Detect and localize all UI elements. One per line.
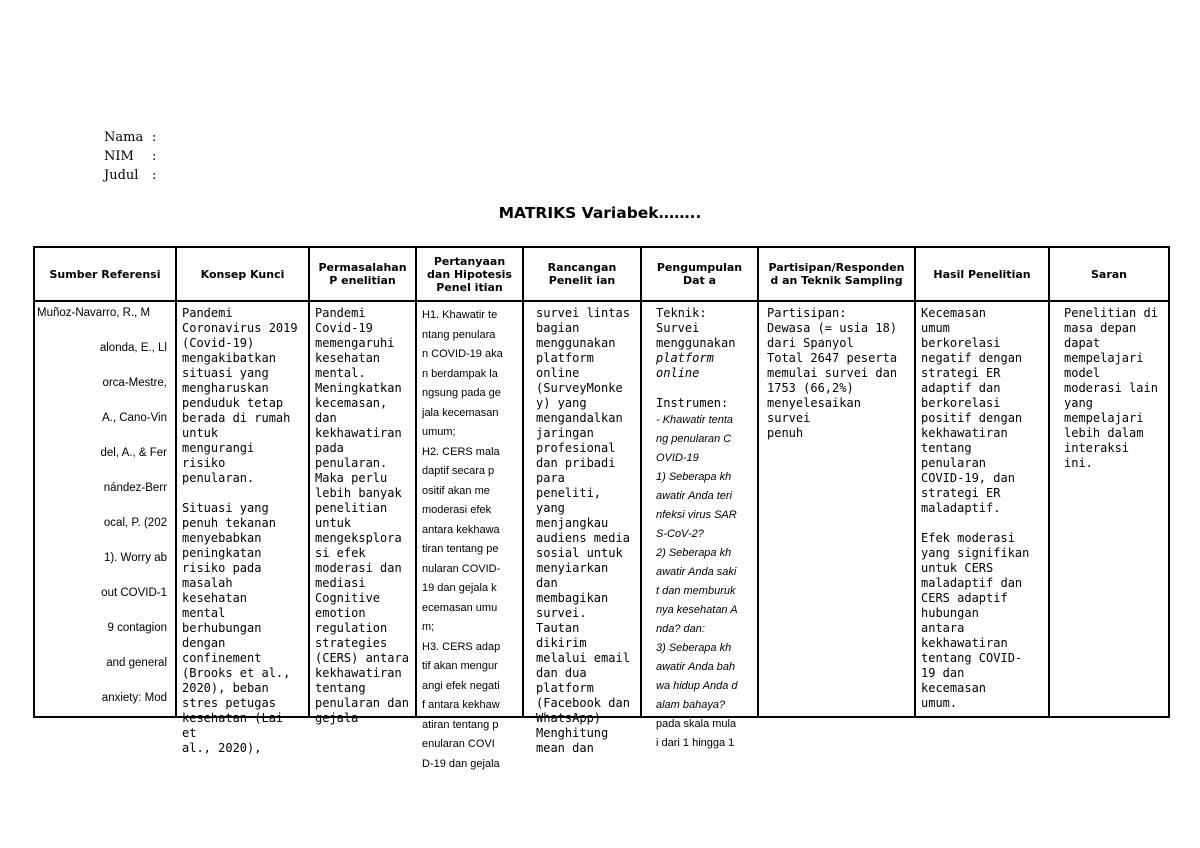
text-line: model	[1064, 366, 1101, 380]
text-line: dan	[315, 411, 337, 425]
text-line: jaringan	[536, 426, 594, 440]
text-line: angi efek negati	[422, 679, 500, 692]
text-line: menjangkau	[536, 516, 609, 530]
text-line: penuh tekanan	[182, 516, 276, 530]
text-line: nya kesehatan A	[656, 604, 738, 616]
text-line: memengaruhi	[315, 336, 395, 350]
table-row	[34, 301, 1169, 717]
text-line: online	[536, 366, 580, 380]
text-line: situasi yang	[182, 366, 269, 380]
text-line: gejala	[315, 711, 359, 725]
text-line: Efek moderasi	[921, 531, 1015, 545]
text-line: 19 dan gejala k	[422, 582, 497, 594]
header-hasil: Hasil Penelitian	[915, 247, 1049, 301]
text-line: lebih banyak	[315, 486, 402, 500]
matrix-table	[33, 246, 1170, 770]
text-line: Dewasa (= usia 18)	[767, 321, 898, 335]
ref-line: ocal, P. (202	[103, 517, 167, 529]
text-line: H1. Khawatir te	[422, 309, 498, 321]
text-line: berhubungan	[182, 621, 262, 635]
nama-colon: :	[152, 130, 157, 145]
text-line: online	[656, 366, 700, 380]
text-line: awatir Anda saki	[656, 566, 737, 578]
text-line: dan pribadi	[536, 456, 616, 470]
text-line: mempelajari	[1064, 351, 1144, 365]
text-line: Pandemi	[315, 306, 366, 320]
text-line: ositif akan me	[422, 484, 490, 497]
text-line: i dari 1 hingga 1	[656, 737, 735, 749]
permasalahan-text	[310, 302, 415, 725]
text-line: Kecemasan	[921, 306, 987, 320]
text-line: penularan.	[315, 456, 388, 470]
document-meta	[104, 128, 156, 185]
pengumpulan-instrumen-label: Instrumen:	[656, 396, 729, 410]
text-line: y) yang	[536, 396, 587, 410]
text-line: (CERS) antara	[315, 651, 409, 665]
text-line: Menghitung	[536, 726, 609, 740]
text-line: antara	[921, 621, 965, 635]
text-line: Maka perlu	[315, 471, 388, 485]
text-line: H2. CERS mala	[422, 445, 500, 458]
ref-line: anxiety: Mod	[101, 692, 167, 704]
text-line: mengeksplora	[315, 531, 402, 545]
hasil-text	[916, 302, 1048, 716]
text-line: wa hidup Anda d	[656, 680, 738, 692]
text-line: berkorelasi	[921, 336, 1001, 350]
text-line: daptif secara p	[422, 465, 495, 477]
text-line: risiko penularan.	[182, 456, 255, 485]
pengumpulan-tail	[656, 715, 753, 753]
text-line: 2) Seberapa kh	[656, 547, 732, 559]
header-pengumpulan-data: Pengumpulan Dat a	[641, 247, 758, 301]
text-line	[921, 516, 1044, 531]
text-line: mempelajari	[1064, 411, 1144, 425]
text-line: risiko pada	[182, 561, 262, 575]
text-line: ng penularan C	[656, 433, 732, 445]
text-line: moderasi dan	[315, 561, 402, 575]
text-line: moderasi efek	[422, 504, 492, 516]
ref-line: orca-Mestre,	[102, 377, 167, 389]
text-line: penularan	[921, 456, 987, 470]
nim-label: NIM	[104, 149, 134, 164]
ref-line: alonda, E., Ll	[99, 342, 167, 354]
text-line: ntang penulara	[422, 328, 496, 341]
cell-hipotesis	[416, 301, 523, 770]
text-line: negatif dengan	[921, 351, 1023, 365]
text-line: Tautan dikirim	[536, 621, 587, 650]
header-partisipan: Partisipan/Responden d an Teknik Sampling	[758, 247, 915, 301]
text-line: 3) Seberapa kh	[656, 642, 732, 654]
text-line: yang	[1064, 396, 1093, 410]
text-line: menggunakan	[536, 336, 616, 350]
text-line: si efek	[315, 546, 366, 560]
text-line: kekhawatiran	[921, 636, 1008, 650]
cell-partisipan	[758, 301, 915, 717]
text-line: maladaptif.	[921, 501, 1001, 515]
text-line: kecemasan,	[315, 396, 388, 410]
text-line: confinement	[182, 651, 262, 665]
text-line: tentang	[315, 681, 366, 695]
cell-hasil	[915, 301, 1049, 717]
pengumpulan-text	[642, 302, 757, 749]
judul-label: Judul	[104, 168, 139, 183]
ref-line: A., Cano-Vin	[102, 412, 167, 424]
text-line: CERS adaptif	[921, 591, 1008, 605]
pengumpulan-teknik-italic	[656, 351, 753, 381]
text-line: tiran tentang pe	[422, 543, 499, 555]
text-line: Meningkatkan	[315, 381, 402, 395]
nama-row	[104, 128, 156, 147]
text-line: antara kekhawa	[422, 523, 500, 536]
text-line	[182, 486, 304, 501]
text-line: menyebabkan	[182, 531, 262, 545]
text-line: tentang	[921, 441, 972, 455]
ref-line: and general	[106, 657, 167, 669]
text-line: COVID-19, dan	[921, 471, 1015, 485]
text-line: tentang COVID-	[921, 651, 1023, 665]
text-line: maladaptif dan	[921, 576, 1023, 590]
text-line: dengan	[182, 636, 226, 650]
text-line: (SurveyMonke	[536, 381, 623, 395]
text-line: (Covid-19)	[182, 336, 255, 350]
text-line: masa depan	[1064, 321, 1137, 335]
header-permasalahan: Permasalahan P enelitian	[309, 247, 416, 301]
text-line: tif akan mengur	[422, 660, 498, 672]
judul-colon: :	[152, 168, 157, 183]
text-line: - Khawatir tenta	[656, 414, 734, 426]
text-line: mengurangi	[182, 441, 255, 455]
text-line: pada	[315, 441, 344, 455]
rancangan-text	[524, 302, 640, 755]
text-line: strategi ER	[921, 486, 1001, 500]
text-line: positif dengan	[921, 411, 1023, 425]
header-rancangan: Rancangan Penelit ian	[523, 247, 641, 301]
text-line: lebih dalam	[1064, 426, 1144, 440]
ref-line: 1). Worry ab	[103, 552, 167, 564]
text-line: alam bahaya?	[656, 699, 726, 711]
text-line: survei lintas	[536, 306, 630, 320]
text-line: platform	[536, 681, 594, 695]
text-line: memulai survei dan	[767, 366, 898, 380]
cell-permasalahan	[309, 301, 416, 725]
text-line: S-CoV-2?	[656, 528, 704, 540]
text-line: nfeksi virus SAR	[656, 509, 737, 521]
text-line: berkorelasi	[921, 396, 1001, 410]
header-saran: Saran	[1049, 247, 1169, 301]
text-line: strategi ER	[921, 366, 1001, 380]
text-line: yang signifikan	[921, 546, 1030, 560]
partisipan-text	[759, 302, 914, 716]
text-line: Cognitive	[315, 591, 381, 605]
text-line: (Facebook dan	[536, 696, 630, 710]
text-line: kekhawatiran	[315, 666, 402, 680]
cell-sumber	[34, 301, 176, 717]
text-line: penduduk tetap	[182, 396, 284, 410]
pengumpulan-teknik	[656, 306, 753, 351]
text-line: mean dan	[536, 741, 594, 755]
text-line: strategies	[315, 636, 388, 650]
ref-line: Muñoz-Navarro, R., M	[37, 307, 151, 319]
text-line: Pandemi	[182, 306, 233, 320]
text-line: masalah	[182, 576, 233, 590]
text-line: Penelitian di	[1064, 306, 1158, 320]
text-line: berada di rumah	[182, 411, 291, 425]
ref-line: 9 contagion	[107, 622, 167, 634]
text-line: m;	[422, 621, 435, 633]
ref-line: nández-Berr	[103, 482, 167, 494]
text-line: dari Spanyol	[767, 336, 854, 350]
text-line: ngsung pada ge	[422, 387, 501, 399]
text-line: pada skala mula	[656, 718, 737, 730]
text-line: kekhawatiran	[921, 426, 1008, 440]
header-row	[34, 247, 1169, 301]
text-line: 19 dan	[921, 666, 965, 680]
text-line: menggunakan	[656, 336, 736, 350]
ref-line: del, A., & Fer	[100, 447, 167, 459]
text-line: platform	[656, 351, 714, 365]
text-line: profesional	[536, 441, 616, 455]
text-line: adaptif dan	[921, 381, 1001, 395]
text-line: WhatsApp)	[536, 711, 602, 725]
cell-pengumpulan	[641, 301, 758, 749]
text-line: mengharuskan	[182, 381, 269, 395]
text-line: menyelesaikan survei	[767, 396, 861, 425]
text-line: Total 2647 peserta	[767, 351, 898, 365]
judul-row	[104, 166, 156, 185]
text-line: penularan dan	[315, 696, 409, 710]
header-sumber-referensi: Sumber Referensi	[34, 247, 176, 301]
text-line: 1) Seberapa kh	[656, 471, 732, 483]
text-line: f antara kekhaw	[422, 699, 500, 711]
konsep-text	[177, 302, 308, 755]
text-line: mental.	[315, 366, 366, 380]
text-line: umum	[921, 321, 950, 335]
saran-text	[1050, 302, 1168, 716]
text-line: t dan memburuk	[656, 585, 736, 597]
text-line: umum.	[921, 696, 958, 710]
text-line: membagikan	[536, 591, 609, 605]
text-line: nda? dan:	[656, 623, 705, 635]
text-line: Coronavirus 2019	[182, 321, 298, 335]
text-line: regulation	[315, 621, 388, 635]
text-line: kesehatan	[315, 351, 381, 365]
text-line: mengandalkan	[536, 411, 623, 425]
text-line: peningkatan	[182, 546, 262, 560]
text-line: interaksi ini.	[1064, 441, 1130, 470]
text-line: Partisipan:	[767, 306, 847, 320]
text-line: emotion	[315, 606, 366, 620]
text-line: menyiarkan	[536, 561, 609, 575]
text-line: n berdampak la	[422, 367, 498, 380]
text-line: Situasi yang	[182, 501, 269, 515]
text-line: hubungan	[921, 606, 979, 620]
text-line: dan dua	[536, 666, 587, 680]
text-line: stres petugas	[182, 696, 276, 710]
nama-label: Nama	[104, 130, 144, 145]
cell-rancangan	[523, 301, 641, 755]
text-line: bagian	[536, 321, 580, 335]
nim-colon: :	[152, 149, 157, 164]
pengumpulan-instrumen	[656, 411, 753, 715]
text-line: penuh	[767, 426, 804, 440]
ref-line: out COVID-1	[101, 587, 167, 599]
text-line: untuk	[182, 426, 219, 440]
text-line: penelitian	[315, 501, 388, 515]
text-line: 2020), beban	[182, 681, 269, 695]
text-line: atiran tentang p	[422, 718, 499, 731]
text-line: untuk CERS	[921, 561, 994, 575]
text-line: dapat	[1064, 336, 1101, 350]
text-line: kecemasan	[921, 681, 987, 695]
text-line: al., 2020),	[182, 741, 262, 755]
text-line: mengakibatkan	[182, 351, 276, 365]
text-line: para peneliti,	[536, 471, 602, 500]
text-line: n COVID-19 aka	[422, 348, 503, 360]
cell-saran	[1049, 301, 1169, 717]
text-line: untuk	[315, 516, 352, 530]
text-line: H3. CERS adap	[422, 640, 501, 653]
document-title: MATRIKS Variabek……..	[498, 204, 702, 222]
text-line: mental	[182, 606, 226, 620]
text-line: awatir Anda bah	[656, 661, 736, 673]
text-line: nularan COVID-	[422, 562, 501, 575]
text-line: audiens media	[536, 531, 630, 545]
text-line: yang	[536, 501, 565, 515]
text-line: kesehatan	[182, 591, 248, 605]
cell-konsep-kunci	[176, 301, 309, 755]
text-line: OVID-19	[656, 452, 699, 464]
text-line: Teknik:	[656, 306, 707, 320]
text-line: dan	[536, 576, 558, 590]
text-line: Survei	[656, 321, 700, 335]
text-line: enularan COVI	[422, 738, 495, 750]
text-line: D-19 dan gejala	[422, 757, 500, 770]
text-line: Covid-19	[315, 321, 373, 335]
text-line: umum;	[422, 426, 456, 438]
text-line: (Brooks et al.,	[182, 666, 291, 680]
text-line: jala kecemasan	[422, 406, 499, 419]
nim-row	[104, 147, 156, 166]
text-line: kesehatan (Lai et	[182, 711, 284, 740]
hipotesis-text	[417, 302, 522, 770]
text-line: melalui email	[536, 651, 630, 665]
text-line: ecemasan umu	[422, 601, 498, 614]
text-line: moderasi lain	[1064, 381, 1158, 395]
text-line: kekhawatiran	[315, 426, 402, 440]
text-line: mediasi	[315, 576, 366, 590]
text-line: sosial untuk	[536, 546, 623, 560]
header-konsep-kunci: Konsep Kunci	[176, 247, 309, 301]
text-line: survei.	[536, 606, 587, 620]
header-pertanyaan-hipotesis: Pertanyaan dan Hipotesis Penel itian	[416, 247, 523, 301]
text-line: awatir Anda teri	[656, 490, 733, 502]
text-line: platform	[536, 351, 594, 365]
text-line: 1753 (66,2%)	[767, 381, 854, 395]
